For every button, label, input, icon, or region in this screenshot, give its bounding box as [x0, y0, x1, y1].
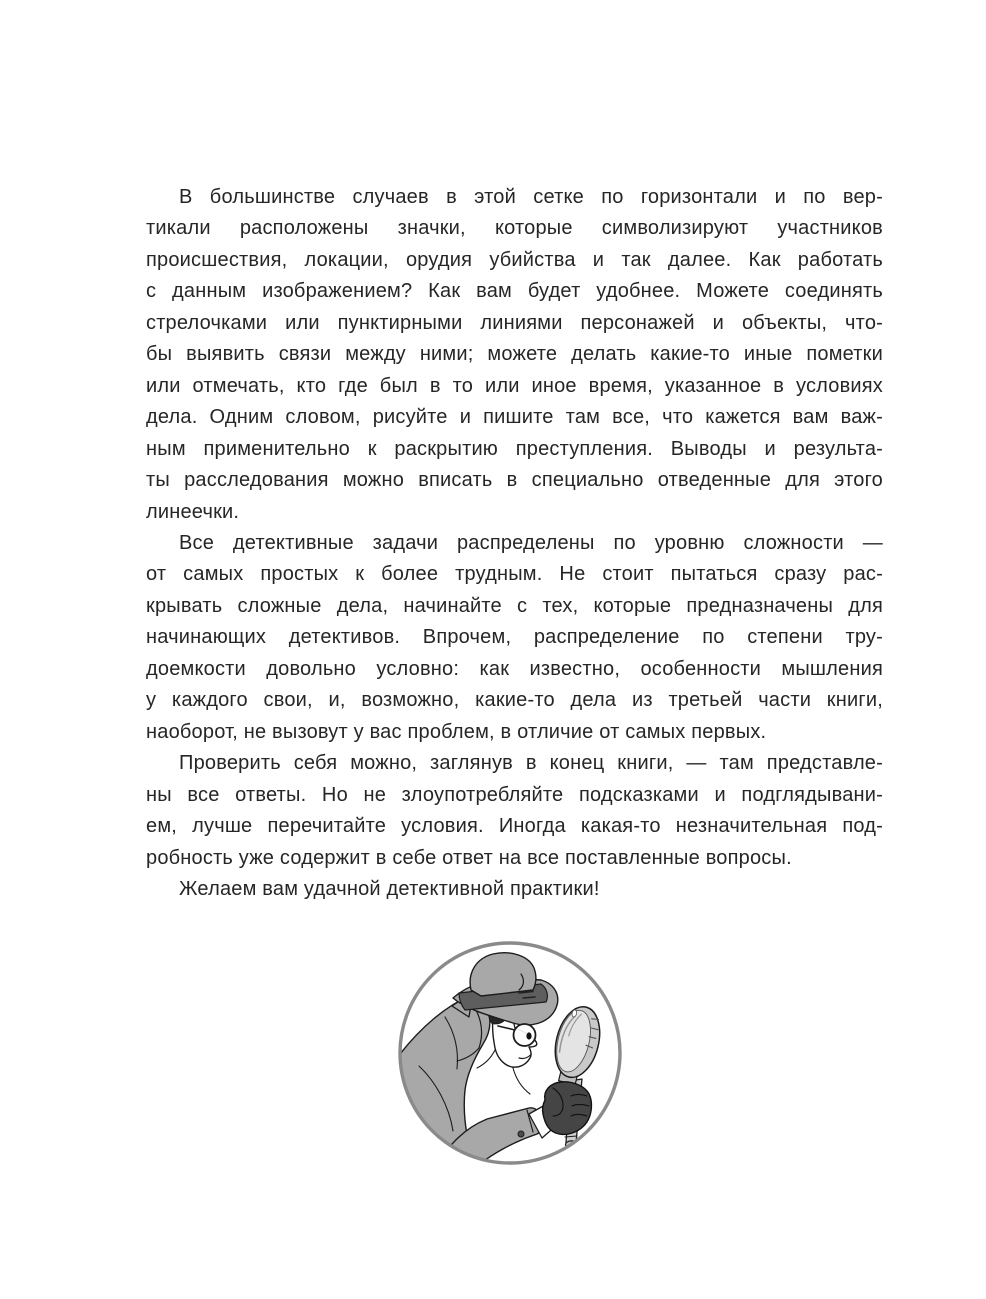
paragraph-1-line-9: ным применительно к раскрытию преступления. Выводы и результа- — [146, 437, 883, 460]
paragraph-1-line-4: с данным изображением? Как вам будет удобнее. Можете соединять — [146, 280, 883, 303]
paragraph-2-line-4: начинающих детективов. Впрочем, распределение по степени тру- — [146, 626, 883, 649]
paragraph-1-line-3: происшествия, локации, орудия убийства и так далее. Как работать — [146, 248, 883, 271]
paragraph-3-line-4: робность уже содержит в себе ответ на все поставленные вопросы. — [146, 846, 792, 869]
paragraph-1-line-10: ты расследования можно вписать в специально отведенные для этого — [146, 469, 883, 492]
paragraph-2-line-3: крывать сложные дела, начинайте с тех, которые предназначены для — [146, 594, 883, 617]
paragraph-3-line-2: ны все ответы. Но не злоупотребляйте подсказками и подглядывани- — [146, 783, 883, 806]
paragraph-2-line-5: доемкости довольно условно: как известно, особенности мышления — [146, 657, 883, 680]
paragraph-1-line-8: дела. Одним словом, рисуйте и пишите там все, что кажется вам важ- — [146, 406, 883, 429]
paragraph-1-line-5: стрелочками или пунктирными линиями персонажей и объекты, что- — [146, 311, 883, 334]
paragraph-1-line-11: линеечки. — [146, 500, 240, 523]
paragraph-2-line-7: наоборот, не вызовут у вас проблем, в отличие от самых первых. — [146, 720, 767, 743]
text-block — [146, 182, 883, 905]
paragraph-1-line-1: В большинстве случаев в этой сетке по горизонтали и по вер- — [179, 186, 883, 208]
glove — [543, 1082, 592, 1135]
paragraph-1-line-2: тикали расположены значки, которые символизируют участников — [146, 217, 883, 240]
paragraph-2-line-6: у каждого свои, и, возможно, какие-то дела из третьей части книги, — [146, 689, 883, 712]
paragraph-3-line-3: ем, лучше перечитайте условия. Иногда какая-то незначительная под- — [146, 815, 883, 838]
eye — [526, 1032, 531, 1039]
paragraph-1-line-7: или отмечать, кто где был в то или иное время, указанное в условиях — [146, 374, 883, 397]
paragraph-2-line-1: Все детективные задачи распределены по уровню сложности — — [179, 531, 883, 554]
paragraph-1-line-6: бы выявить связи между ними; можете делать какие-то иные пометки — [146, 343, 883, 366]
paragraph-2-line-2: от самых простых к более трудным. Не стоит пытаться сразу рас- — [146, 563, 883, 586]
paragraph-4-line-1: Желаем вам удачной детективной практики! — [179, 877, 600, 900]
paragraph-3-line-1: Проверить себя можно, заглянув в конец книги, — там представле- — [179, 752, 883, 775]
cuff-button — [518, 1131, 524, 1137]
detective-illustration — [395, 938, 625, 1168]
